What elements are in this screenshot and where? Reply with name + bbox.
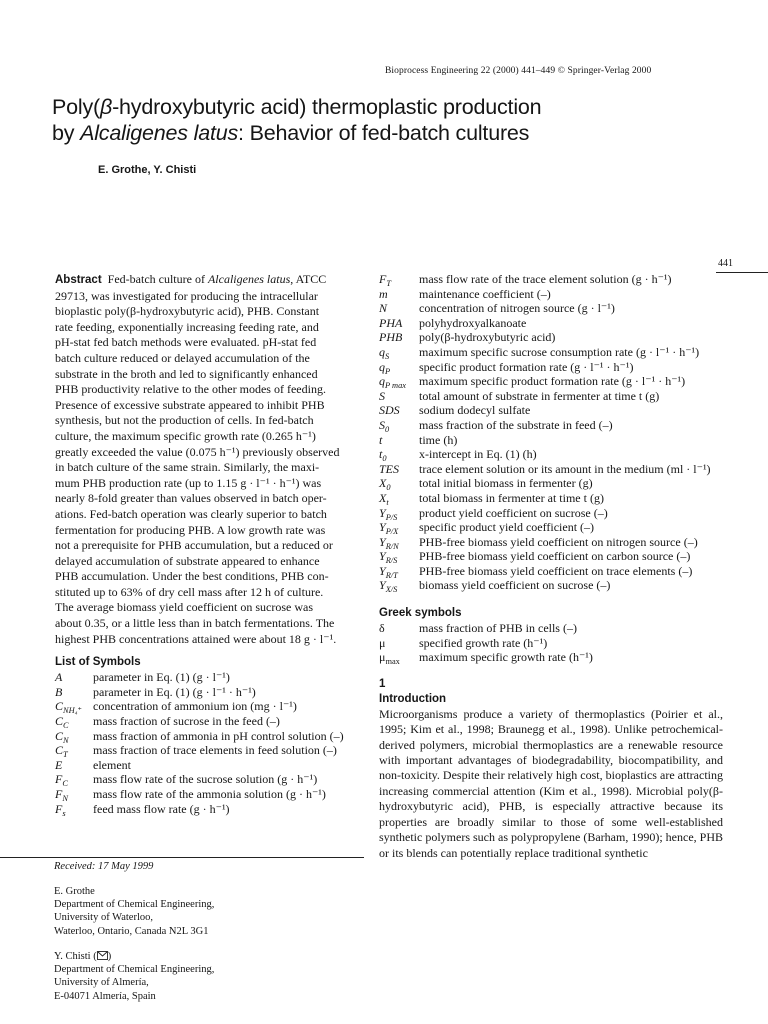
section-number: 1: [379, 677, 386, 690]
symbol-symbol: PHA: [379, 315, 403, 330]
symbol-definition: mass flow rate of the trace element solution (g · h⁻¹): [419, 272, 672, 286]
symbol-symbol: m: [379, 286, 388, 301]
symbol-symbol: $q_{P max}$: [379, 374, 407, 391]
symbol-symbol: $C_C$: [55, 714, 69, 731]
symbol-definition: mass flow rate of the sucrose solution (g · h⁻¹): [93, 772, 318, 787]
symbol-definition: concentration of nitrogen source (g · l⁻¹): [419, 301, 615, 316]
symbol-definition: total amount of substrate in fermenter at time t (g): [419, 388, 660, 403]
symbol-definition: PHB-free biomass yield coefficient on carbon source (–): [419, 549, 691, 564]
affiliation-line: University of Waterloo,: [54, 912, 153, 924]
symbol-symbol: $Y_{X/S}$: [379, 578, 398, 595]
symbol-definition: sodium dodecyl sulfate: [419, 403, 531, 418]
affiliation-line: University of Almería,: [54, 977, 149, 989]
section-heading: Introduction: [379, 692, 447, 705]
introduction-text: Microorganisms produce a variety of thermoplastics (Poirier et al., 1995; Kim et al., 1998; Braunegg et al., 1998). Unlike petrochemical-derived polymers, microbial thermoplastics are a renewable resource with important advantages of biodegradability, biocompatibility, and non-toxicity. Despite their relatively high cost, bioplastics are attracting increasing commercial attention (Kim et al., 1998). Microbial poly(β-hydroxybutyric acid), PHB, is especially attractive because its properties are broadly similar to those of some well-established synthetic polymers such as polypropylene (Barham, 1990); hence, PHB or its blends can potentially replace traditional synthetic: [379, 706, 723, 860]
symbol-symbol: PHB: [379, 330, 403, 345]
affiliation-chisti: [54, 950, 354, 1003]
symbol-definition: mass fraction of sucrose in the feed (–): [93, 714, 280, 729]
symbol-symbol: $F_C$: [55, 772, 68, 789]
symbol-symbol: $C_N$: [55, 728, 69, 745]
symbol-symbol: $F_N$: [55, 787, 68, 803]
symbol-definition: x-intercept in Eq. (1) (h): [419, 447, 537, 462]
symbol-definition: maintenance coefficient (–): [419, 286, 551, 301]
symbol-symbol: $t_0$: [379, 447, 387, 464]
symbol-definition: biomass yield coefficient on sucrose (–): [419, 578, 611, 593]
symbol-symbol: $F_s$: [55, 801, 66, 818]
symbol-symbol: $F_T$: [379, 272, 392, 288]
symbol-definition: concentration of ammonium ion (mg · l⁻¹): [93, 699, 297, 714]
abstract: Abstract Fed-batch culture of Alcaligenes latus, ATCC 29713, was investigated for producing the intracellular bioplastic poly(β-hydroxybutyric acid), PHB. Constant rate feeding, exponentially increasing feeding rate, and pH-stat fed batch methods were evaluated. pH-stat fed batch culture reduced or delayed accumulation of the substrate in the broth and led to significantly enhanced PHB productivity relative to the other modes of feeding. Presence of excessive substrate appeared to inhibit PHB synthesis, but not the production of cells. In fed-batch culture, the maximum specific growth rate (0.265 h⁻¹) greatly exceeded the value (0.075 h⁻¹) previously observed in batch culture of the same strain. Similarly, the maxi- mum PHB production rate (up to 1.15 g · l⁻¹ · h⁻¹) was nearly 8-fold greater than values observed in batch oper- ations. Fed-batch operation was clearly superior to batch fermentation for producing PHB. A low growth rate was not a prerequisite for PHB accumulation, but a reduced or delayed accumulation of substrate appeared to enhance PHB accumulation. Under the best conditions, PHB con- stituted up to 63% of dry cell mass after 12 h of culture. The average biomass yield coefficient on sucrose was about 0.35, or a little less than in batch fermentations. The highest PHB concentrations attained were about 18 g · l⁻¹.: [55, 272, 340, 646]
envelope-icon[interactable]: [97, 951, 108, 960]
symbol-definition: maximum specific product formation rate (g · l⁻¹ · h⁻¹): [419, 374, 686, 389]
symbol-definition: product yield coefficient on sucrose (–): [419, 505, 608, 520]
symbol-definition: PHB-free biomass yield coefficient on nitrogen source (–): [419, 534, 698, 549]
symbol-symbol: TES: [379, 461, 400, 476]
symbols-table-right: [379, 272, 723, 593]
left-column: [55, 272, 367, 816]
symbol-symbol: $X_t$: [379, 490, 389, 507]
symbol-definition: PHB-free biomass yield coefficient on trace elements (–): [419, 563, 693, 578]
symbol-symbol: $Y_{P/S}$: [379, 505, 398, 522]
greek-symbol-symbol: $\mu_{max}$: [379, 650, 400, 667]
greek-symbol-symbol: μ: [379, 635, 386, 650]
symbol-definition: specific product formation rate (g · l⁻¹ · h⁻¹): [419, 359, 634, 374]
symbol-symbol: E: [55, 757, 63, 772]
symbol-definition: trace element solution or its amount in the medium (ml · l⁻¹): [419, 461, 711, 476]
symbol-definition: specific product yield coefficient (–): [419, 520, 595, 535]
right-column: [379, 272, 723, 861]
symbol-definition: parameter in Eq. (1) (g · l⁻¹ · h⁻¹): [93, 684, 256, 699]
affiliation-line: Department of Chemical Engineering,: [54, 899, 215, 911]
greek-symbol-symbol: δ: [379, 621, 385, 636]
symbols-heading: List of Symbols: [55, 656, 141, 669]
symbols-table-left: [55, 670, 367, 816]
affiliation-line: Waterloo, Ontario, Canada N2L 3G1: [54, 925, 209, 937]
greek-symbols-table: [379, 621, 723, 665]
symbol-symbol: $Y_{R/T}$: [379, 563, 398, 580]
abstract-label: Abstract: [55, 274, 102, 286]
symbol-symbol: t: [379, 432, 383, 447]
symbol-symbol: SDS: [379, 403, 400, 418]
received-date: Received: 17 May 1999: [54, 861, 154, 872]
symbol-symbol: B: [55, 684, 63, 699]
symbol-symbol: $X_0$: [379, 476, 391, 493]
greek-symbol-definition: maximum specific growth rate (h⁻¹): [419, 650, 593, 665]
paper-title: Poly(β-hydroxybutyric acid) thermoplastic production by Alcaligenes latus: Behavior of fed-batch cultures: [52, 95, 542, 145]
page-number-rule: [716, 272, 768, 273]
symbol-symbol: A: [55, 670, 63, 685]
symbol-definition: mass fraction of the substrate in feed (–): [419, 417, 613, 432]
symbol-symbol: $S_0$: [379, 417, 390, 434]
footnote-rule: [0, 857, 364, 858]
symbol-definition: total initial biomass in fermenter (g): [419, 476, 593, 491]
symbol-symbol: $C_T$: [55, 743, 68, 760]
affiliation-name: E. Grothe: [54, 886, 95, 897]
symbol-symbol: $q_S$: [379, 344, 390, 361]
symbol-definition: parameter in Eq. (1) (g · l⁻¹): [93, 670, 230, 685]
greek-symbol-definition: mass fraction of PHB in cells (–): [419, 621, 577, 636]
affiliation-line: E-04071 Almería, Spain: [54, 990, 156, 1002]
symbol-definition: feed mass flow rate (g · h⁻¹): [93, 801, 230, 816]
symbol-symbol: N: [379, 301, 388, 316]
affiliation-name: Y. Chisti ( ): [54, 951, 112, 962]
greek-heading: Greek symbols: [379, 607, 462, 620]
greek-symbol-definition: specified growth rate (h⁻¹): [419, 635, 548, 650]
page-number: 441: [718, 258, 733, 269]
symbol-definition: poly(β-hydroxybutyric acid): [419, 330, 556, 345]
affiliation-grothe: [54, 885, 354, 938]
symbol-definition: polyhydroxyalkanoate: [419, 315, 527, 330]
journal-citation: Bioprocess Engineering 22 (2000) 441–449 © Springer-Verlag 2000: [385, 66, 652, 76]
list-of-symbols: [55, 654, 367, 816]
symbol-symbol: S: [379, 388, 385, 403]
symbol-symbol: $q_P$: [379, 359, 391, 376]
greek-symbols: [379, 605, 723, 665]
symbol-symbol: $Y_{P/X}$: [379, 520, 399, 537]
symbol-definition: maximum specific sucrose consumption rate (g · l⁻¹ · h⁻¹): [419, 344, 700, 359]
affiliation-line: Department of Chemical Engineering,: [54, 964, 215, 976]
symbol-symbol: $Y_{R/S}$: [379, 549, 398, 566]
symbol-definition: mass fraction of trace elements in feed solution (–): [93, 743, 337, 758]
symbol-definition: time (h): [419, 432, 458, 447]
symbol-symbol: $C_{NH_4^+}$: [55, 699, 82, 716]
symbol-definition: mass flow rate of the ammonia solution (g · h⁻¹): [93, 787, 326, 801]
symbol-definition: mass fraction of ammonia in pH control solution (–): [93, 728, 344, 743]
symbol-definition: total biomass in fermenter at time t (g): [419, 490, 604, 505]
author-list: E. Grothe, Y. Chisti: [98, 164, 197, 176]
symbol-definition: element: [93, 757, 131, 772]
symbol-symbol: $Y_{R/N}$: [379, 534, 399, 551]
